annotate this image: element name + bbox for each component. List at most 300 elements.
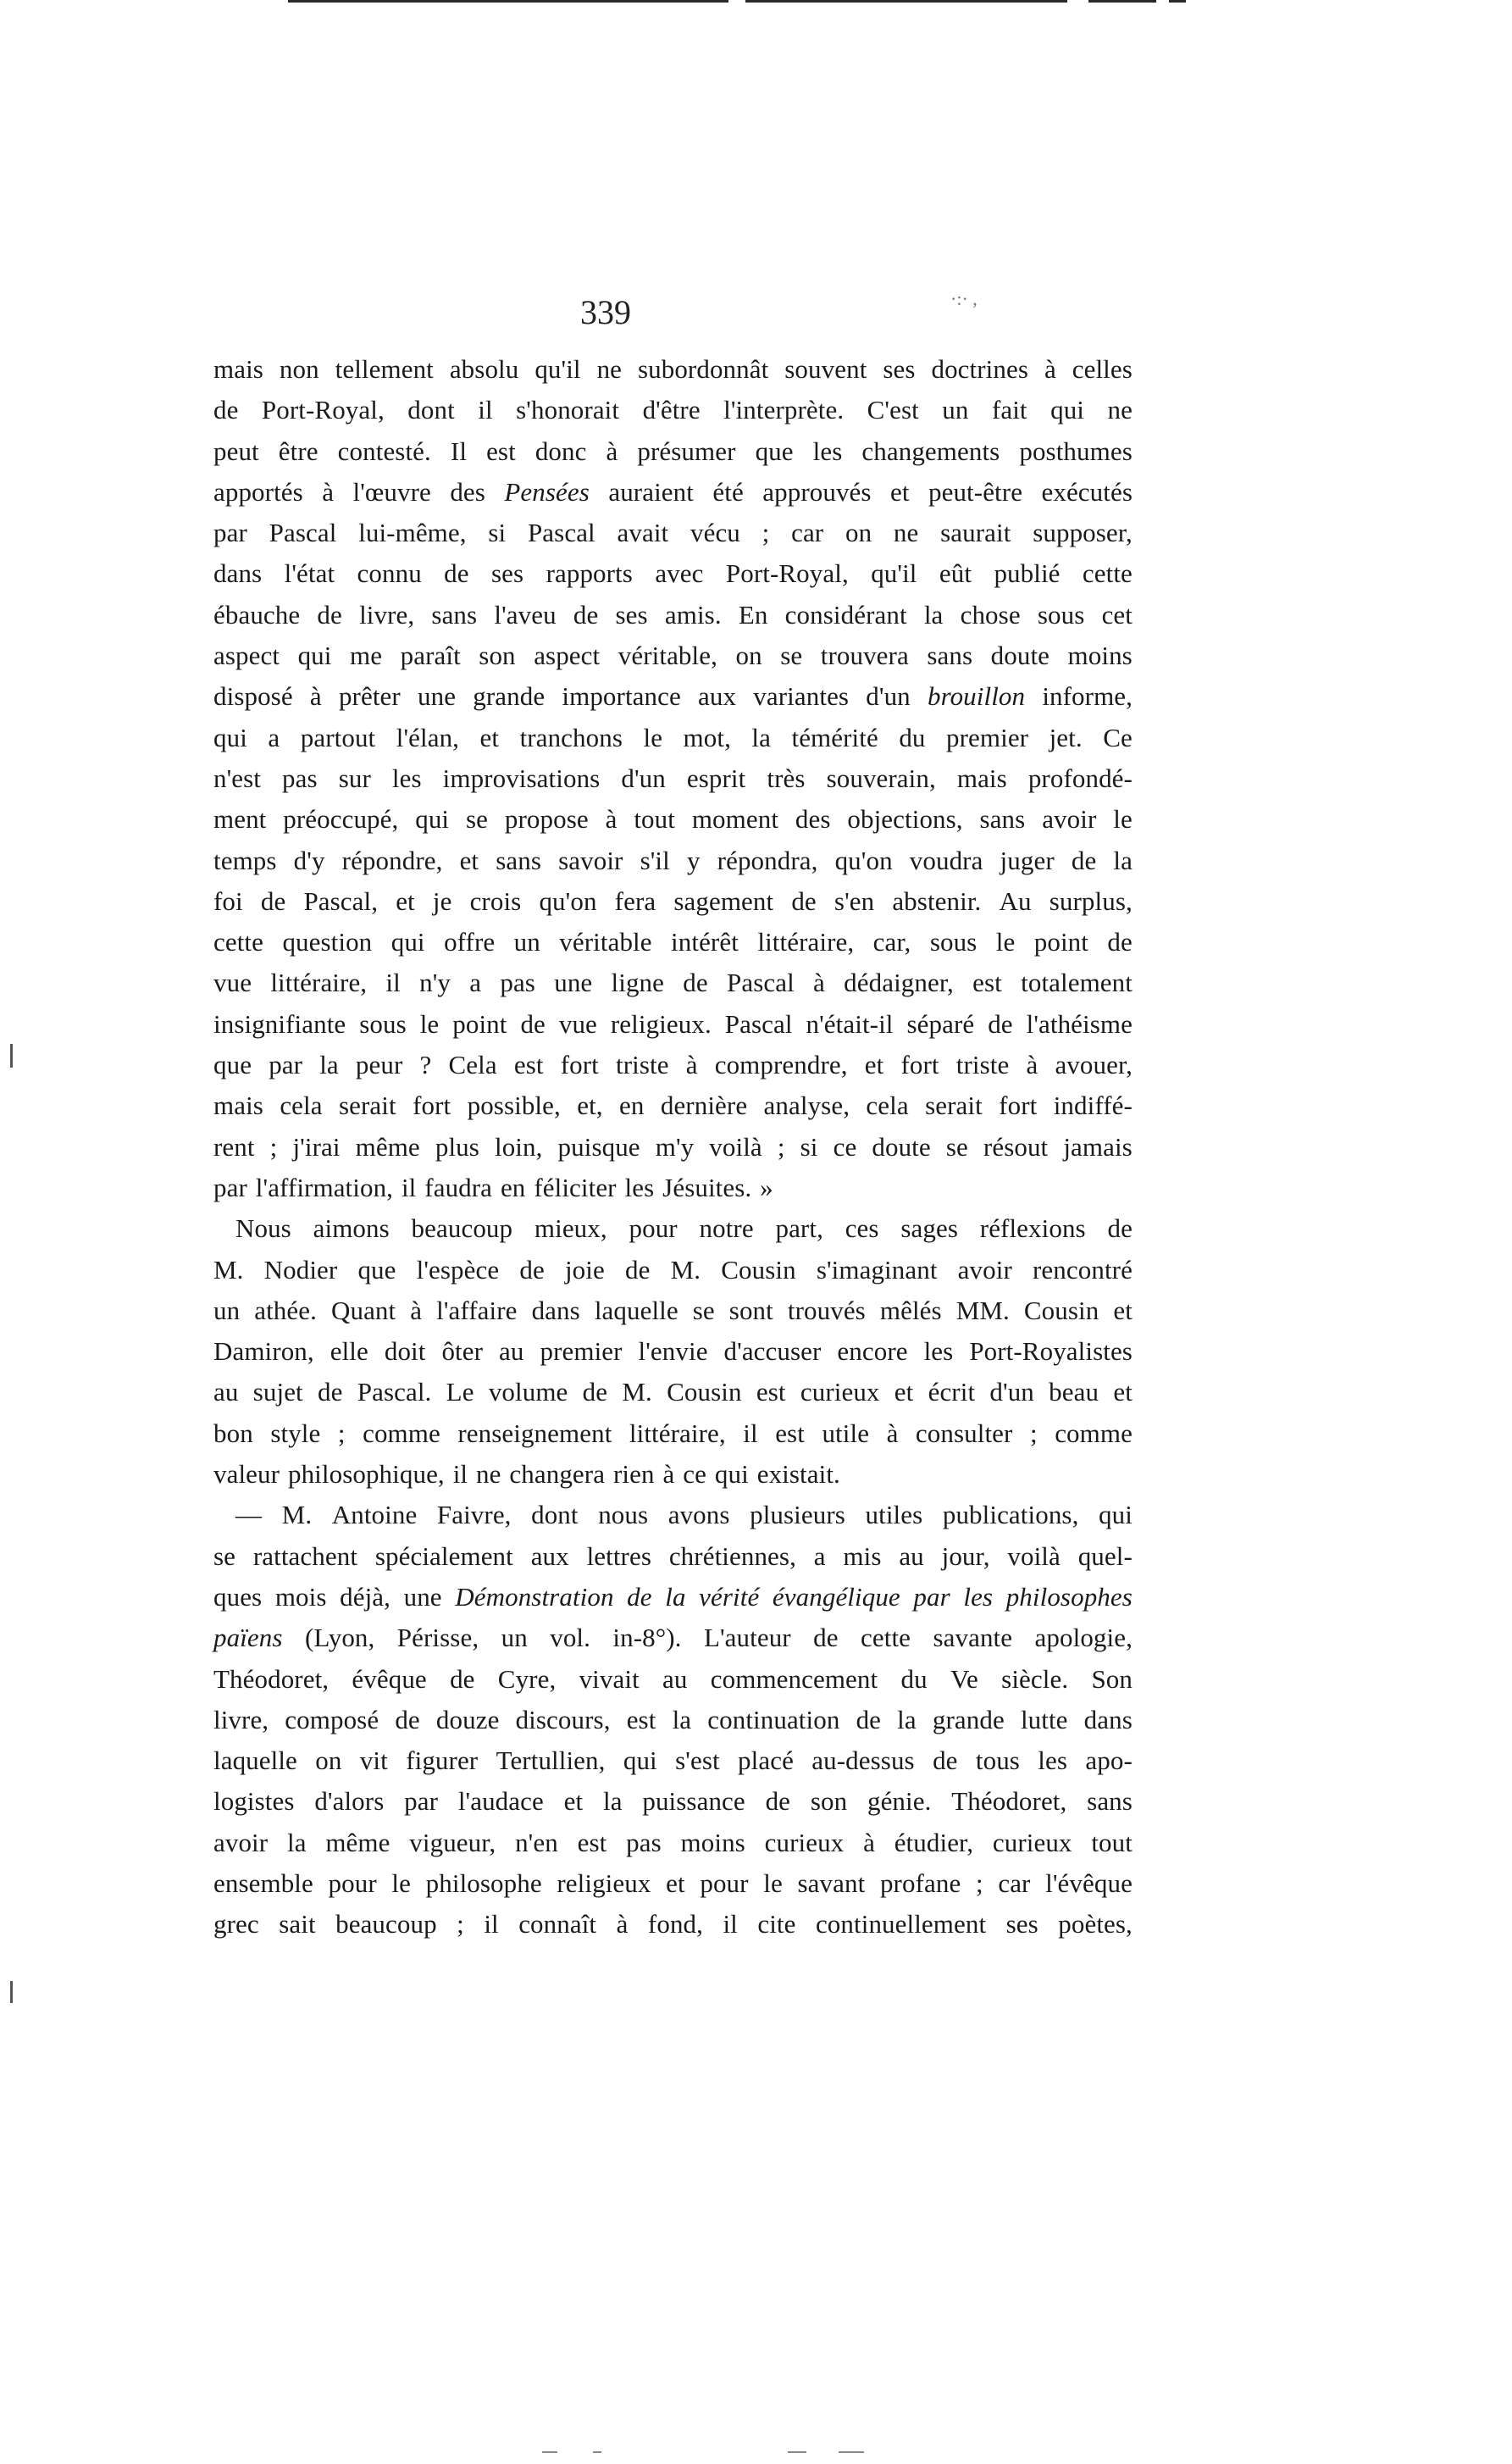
word: doctrines (931, 354, 1029, 384)
word: génie. (867, 1786, 932, 1817)
word: littéraire, (270, 968, 368, 998)
word: temps (213, 845, 277, 875)
word: l'audace (457, 1786, 544, 1817)
word: quel- (1077, 1540, 1133, 1571)
word: Cousin (1023, 1295, 1099, 1325)
word: le (643, 722, 663, 752)
body-text (213, 349, 1133, 1945)
word: indiffé- (1053, 1090, 1133, 1121)
word: déjà, (340, 1581, 391, 1612)
word: de (213, 395, 239, 425)
word: volume (488, 1377, 568, 1407)
word: se (945, 1131, 968, 1162)
word: aux (530, 1540, 569, 1571)
word: Au (999, 885, 1032, 916)
word: les (923, 1336, 954, 1367)
word: si (800, 1131, 818, 1162)
word: rattachent (252, 1540, 358, 1571)
word: philosophique, (287, 1459, 445, 1490)
word: Damiron, (213, 1336, 314, 1367)
word: amis. (664, 599, 722, 630)
word: dans (531, 1295, 580, 1325)
word: composé (285, 1704, 379, 1734)
word: voilà (709, 1131, 762, 1162)
top-edge-rule (288, 0, 728, 3)
word: un (213, 1295, 241, 1325)
word: d'un (866, 681, 911, 712)
word: qu'on (834, 845, 893, 875)
word: doit (384, 1336, 426, 1367)
word: serait (338, 1090, 396, 1121)
word: saurait (940, 518, 1011, 548)
word: sans (1087, 1786, 1133, 1817)
word: il (484, 1909, 499, 1940)
word: Pascal (724, 1008, 793, 1039)
word: ses (491, 558, 524, 589)
word: encore (837, 1336, 908, 1367)
word: et (1113, 1295, 1133, 1325)
word: de (683, 968, 708, 998)
word: le (995, 927, 1016, 957)
word: qui (297, 641, 332, 671)
word: » (760, 1172, 773, 1202)
word: à (605, 804, 618, 835)
word: aspect (534, 641, 601, 671)
word: n'était-il (806, 1008, 894, 1039)
word: curieux (992, 1827, 1072, 1857)
word: en (619, 1090, 645, 1121)
word: s'en (834, 885, 875, 916)
word: supposer, (1033, 518, 1133, 548)
text-line (213, 841, 1133, 881)
word: moment (691, 804, 779, 835)
word: point (452, 1008, 507, 1039)
word: sous (929, 927, 978, 957)
word: est (775, 1418, 805, 1448)
word: loin, (494, 1131, 543, 1162)
word: cela (280, 1090, 323, 1121)
text-line (213, 758, 1133, 799)
word: fort (413, 1090, 451, 1121)
word: insignifiante (213, 1008, 346, 1039)
word: Tertullien, (496, 1745, 606, 1776)
word: paraît (400, 641, 461, 671)
word: Le (446, 1377, 474, 1407)
word: sans (431, 599, 478, 630)
word: doute (872, 1131, 931, 1162)
word: ses (1005, 1909, 1038, 1940)
word: disposé (213, 681, 293, 712)
word: placé (738, 1745, 794, 1776)
text-line (213, 472, 1133, 513)
word: Port-Royal, (261, 395, 385, 425)
word: littéraire, (629, 1418, 726, 1448)
word: littéraire, (757, 927, 855, 957)
word: fort (999, 1090, 1038, 1121)
word: est (513, 1050, 544, 1080)
word: tranchons (519, 722, 623, 752)
word: que (357, 1254, 396, 1285)
text-line (213, 390, 1133, 430)
word: vol. (550, 1623, 590, 1653)
page-mark: ·:· , (950, 288, 978, 309)
word: de (933, 1745, 958, 1776)
word: et (479, 722, 500, 752)
word: analyse, (763, 1090, 850, 1121)
word: que (213, 1050, 252, 1080)
text-line (213, 1331, 1133, 1372)
word: partout (300, 722, 376, 752)
word: n'y (419, 968, 451, 998)
word: écrit (928, 1377, 976, 1407)
word: fort (560, 1050, 599, 1080)
word: curieux (800, 1377, 880, 1407)
word: de (813, 1623, 839, 1653)
word: religieux. (610, 1008, 712, 1039)
word: et (666, 1867, 685, 1898)
word: la (603, 1786, 623, 1817)
word: moins (680, 1827, 745, 1857)
word: a (813, 1540, 826, 1571)
word: j'irai (292, 1131, 341, 1162)
word: exécutés (1041, 476, 1133, 507)
text-line (213, 1290, 1133, 1331)
word: sages (900, 1213, 958, 1244)
word: existait. (756, 1459, 840, 1490)
text-line (213, 1168, 1133, 1208)
word: sans (979, 804, 1026, 835)
word: voilà (1007, 1540, 1061, 1571)
word: publications, (942, 1500, 1079, 1530)
word: ébauche (213, 599, 301, 630)
word: même (355, 1131, 420, 1162)
word: publié (994, 558, 1061, 589)
word: et (459, 845, 479, 875)
word: ses (615, 599, 648, 630)
word: apportés (213, 476, 303, 507)
word: la (923, 599, 944, 630)
word: l'élan, (396, 722, 460, 752)
word: à (606, 436, 618, 466)
word: féliciter (534, 1172, 617, 1202)
word: par (269, 1050, 303, 1080)
bottom-edge-noise (542, 2451, 557, 2453)
word: séparé (906, 1008, 975, 1039)
word: les (963, 1581, 994, 1612)
word: a (268, 722, 280, 752)
word: ses (883, 354, 916, 384)
word: Pascal (269, 518, 337, 548)
word: vérité (699, 1581, 760, 1612)
text-line (213, 553, 1133, 594)
word: à (863, 1827, 875, 1857)
text-line (213, 1781, 1133, 1822)
word: dédaigner, (844, 968, 954, 998)
top-edge-rule (1169, 0, 1186, 3)
word: philosophe (425, 1867, 542, 1898)
text-line (213, 1823, 1133, 1863)
word: Antoine (331, 1500, 418, 1530)
word: avec (655, 558, 704, 589)
word: païens (213, 1623, 283, 1653)
text-line (213, 595, 1133, 635)
word: qu'il (534, 354, 581, 384)
word: lettres (586, 1540, 652, 1571)
word: mois (274, 1581, 327, 1612)
word: répondre, (341, 845, 443, 875)
word: part, (775, 1213, 823, 1244)
word: Théodoret, (951, 1786, 1067, 1817)
text-line (213, 922, 1133, 963)
word: profane (879, 1867, 961, 1898)
text-line (213, 799, 1133, 840)
word: Nodier (263, 1254, 338, 1285)
text-line (213, 1208, 1133, 1249)
word: puisque (557, 1131, 640, 1162)
word: M. (213, 1254, 244, 1285)
word: serait (925, 1090, 983, 1121)
word: avoir (1042, 804, 1097, 835)
word: ? (419, 1050, 432, 1080)
word: moins (1067, 641, 1133, 671)
word: eût (939, 558, 972, 589)
word: trouvera (820, 641, 909, 671)
word: apologie, (1034, 1623, 1133, 1653)
word: qui (1050, 395, 1085, 425)
word: la (897, 1704, 917, 1734)
word: qui (415, 804, 450, 835)
word: d'un (989, 1377, 1034, 1407)
word: du (899, 722, 926, 752)
word: d'alors (314, 1786, 385, 1817)
word: avons (667, 1500, 730, 1530)
word: un (501, 1623, 528, 1653)
word: grec (213, 1909, 259, 1940)
word: de (395, 1704, 420, 1734)
word: sait (279, 1909, 316, 1940)
word: qui (623, 1745, 657, 1776)
word: offre (444, 927, 496, 957)
word: on (315, 1745, 342, 1776)
word: triste (955, 1050, 1010, 1080)
word: savoir (558, 845, 623, 875)
word: est (486, 436, 516, 466)
word: informe, (1042, 681, 1133, 712)
word: y (686, 845, 701, 875)
word: tout (1091, 1827, 1133, 1857)
word: rapports (546, 558, 633, 589)
word: Son (1091, 1663, 1133, 1694)
word: sagement (673, 885, 774, 916)
word: bon (213, 1418, 253, 1448)
word: même (325, 1827, 390, 1857)
word: à (1044, 354, 1056, 384)
word: mais (956, 763, 1007, 793)
word: lutte (1020, 1704, 1068, 1734)
word: il (723, 1909, 738, 1940)
word: apo- (1085, 1745, 1133, 1776)
word: m'y (655, 1131, 695, 1162)
word: pas (626, 1827, 662, 1857)
word: elle (330, 1336, 368, 1367)
word: les (812, 436, 843, 466)
word: de (520, 1008, 546, 1039)
word: dernière (660, 1090, 748, 1121)
word: propose (504, 804, 589, 835)
word: absolu (449, 354, 519, 384)
word: sans (496, 845, 542, 875)
word: continuation (707, 1704, 840, 1734)
word: sous (1037, 599, 1085, 630)
word: qui (1099, 1500, 1133, 1530)
word: tout (634, 804, 675, 835)
word: résout (983, 1131, 1049, 1162)
text-line (213, 431, 1133, 472)
word: Périsse, (396, 1623, 479, 1653)
word: au (213, 1377, 239, 1407)
word: son (479, 641, 516, 671)
word: on (735, 641, 762, 671)
word: savante (933, 1623, 1013, 1653)
word: d'un (621, 763, 666, 793)
word: connaît (518, 1909, 597, 1940)
word: changera (509, 1459, 606, 1490)
word: vue (213, 968, 252, 998)
word: ment (213, 804, 267, 835)
word: savant (797, 1867, 866, 1898)
word: chrétiennes, (668, 1540, 796, 1571)
word: ques (213, 1581, 263, 1612)
word: on (845, 518, 872, 548)
word: cette (213, 927, 264, 957)
word: à (813, 968, 825, 998)
word: En (738, 599, 768, 630)
word: aspect (213, 641, 280, 671)
word: Il (450, 436, 468, 466)
word: évangélique (772, 1581, 900, 1612)
word: une (418, 681, 457, 712)
word: la (1113, 845, 1133, 875)
word: se (466, 804, 489, 835)
word: profondé- (1027, 763, 1133, 793)
word: d'y (293, 845, 325, 875)
word: Pascal (527, 518, 595, 548)
text-line (213, 1004, 1133, 1045)
word: de (582, 1377, 608, 1407)
word: l'interprète. (723, 395, 845, 425)
word: l'aveu (494, 599, 557, 630)
word: approuvés (762, 476, 872, 507)
word: Quant (330, 1295, 396, 1325)
word: surplus, (1049, 885, 1133, 916)
word: ; (337, 1418, 346, 1448)
word: mêlés (879, 1295, 942, 1325)
text-line (213, 1863, 1133, 1904)
word: préoccupé, (283, 804, 399, 835)
word: la (286, 1827, 307, 1857)
word: fond, (647, 1909, 703, 1940)
word: Port-Royalistes (969, 1336, 1133, 1367)
word: je (432, 885, 452, 916)
word: mot, (683, 722, 731, 752)
word: nous (598, 1500, 649, 1530)
word: si (488, 518, 507, 548)
word: changements (861, 436, 1000, 466)
word: étudier, (894, 1827, 974, 1857)
word: par (913, 1581, 950, 1612)
word: pour (700, 1867, 749, 1898)
word: dans (1083, 1704, 1133, 1734)
word: cela (866, 1090, 909, 1121)
word: intérêt (671, 927, 739, 957)
word: rent (213, 1131, 255, 1162)
word: car (791, 518, 824, 548)
word: mieux, (534, 1213, 607, 1244)
word: à (322, 476, 335, 507)
word: curieux (764, 1827, 845, 1857)
word: est (972, 968, 1002, 998)
word: cette (861, 1623, 911, 1653)
word: est (577, 1827, 607, 1857)
word: aimons (313, 1213, 390, 1244)
word: voudra (909, 845, 983, 875)
word: de (791, 885, 817, 916)
word: discours, (515, 1704, 611, 1734)
word: une (403, 1581, 442, 1612)
word: du (900, 1663, 928, 1694)
word: poètes, (1058, 1909, 1133, 1940)
word: qui (714, 1459, 749, 1490)
word: mis (843, 1540, 882, 1571)
word: qu'il (871, 558, 917, 589)
word: comme (363, 1418, 440, 1448)
word: beaucoup (411, 1213, 513, 1244)
word: et, (577, 1090, 603, 1121)
word: avoir (213, 1827, 269, 1857)
word: Cousin (667, 1377, 742, 1407)
word: douze (435, 1704, 500, 1734)
word: ne (596, 354, 623, 384)
word: évêque (352, 1663, 427, 1694)
text-line (213, 635, 1133, 676)
margin-scan-mark (10, 1981, 13, 2003)
word: Pascal. (357, 1377, 432, 1407)
word: ces (845, 1213, 879, 1244)
text-line (213, 1618, 1133, 1658)
word: avait (617, 518, 669, 548)
text-line (213, 1250, 1133, 1290)
word: in-8°). (612, 1623, 682, 1653)
word: est (626, 1704, 656, 1734)
word: lui-même, (358, 518, 467, 548)
word: il (385, 968, 401, 998)
text-line (213, 349, 1133, 390)
word: il (743, 1418, 758, 1448)
word: à (662, 1459, 675, 1490)
text-line (213, 963, 1133, 1003)
word: et (894, 1377, 914, 1407)
word: réflexions (979, 1213, 1086, 1244)
word: beaucoup (335, 1909, 437, 1940)
word: ce (833, 1131, 857, 1162)
word: de (317, 599, 342, 630)
word: de (444, 558, 469, 589)
word: Pascal, (303, 885, 379, 916)
word: possible, (467, 1090, 561, 1121)
word: plus (435, 1131, 479, 1162)
word: rien (612, 1459, 655, 1490)
word: objections, (847, 804, 963, 835)
